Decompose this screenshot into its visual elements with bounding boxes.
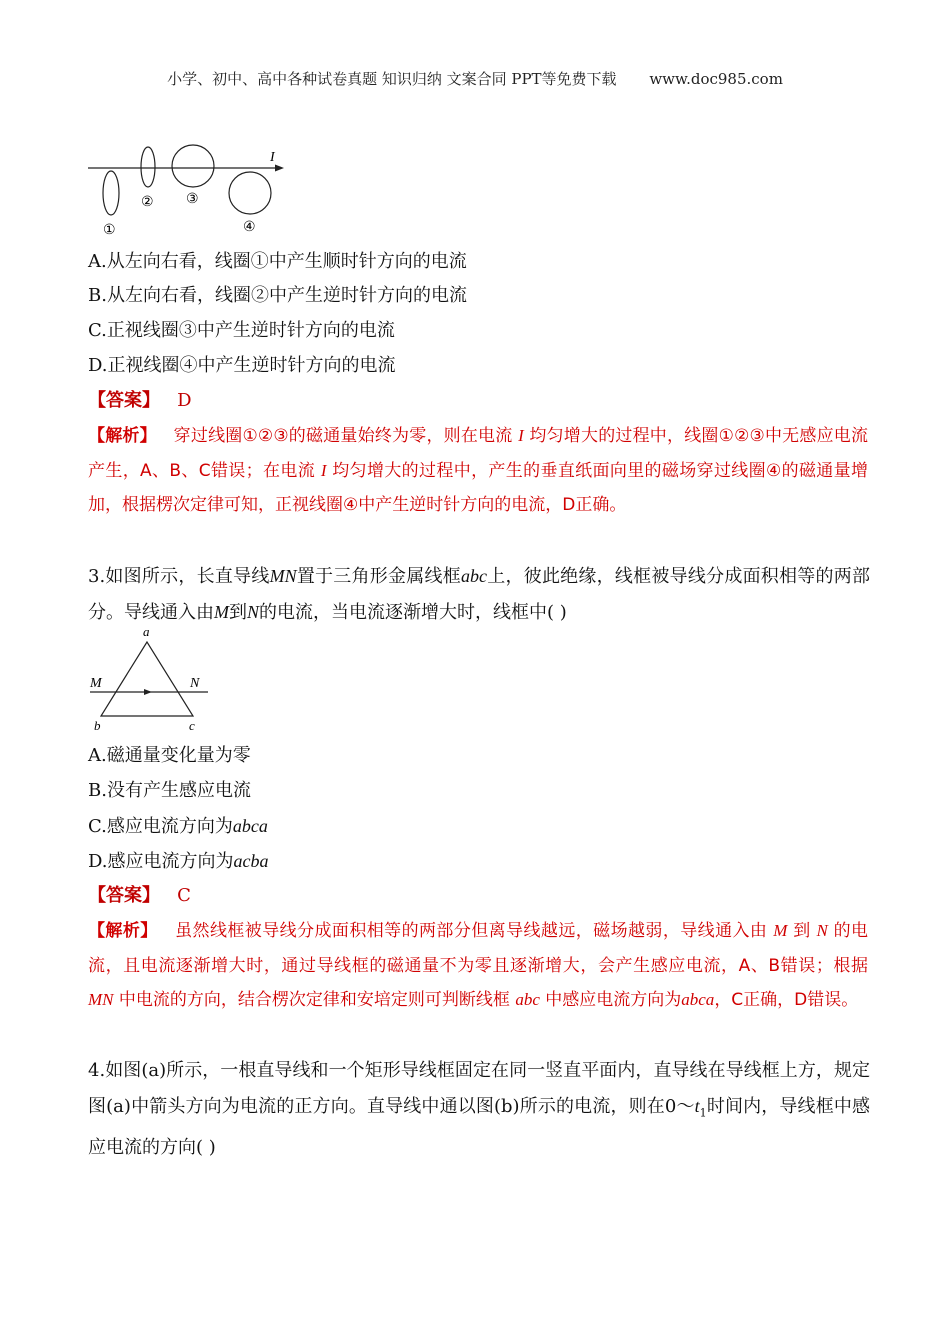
- answer-value: D: [177, 390, 192, 411]
- q4-stem: [88, 1054, 870, 1165]
- vertex-c: c: [189, 718, 195, 733]
- coil-label-3: ③: [186, 191, 199, 207]
- wire-arrow: [275, 165, 284, 172]
- vertex-b: b: [94, 718, 101, 733]
- answer-tag: 【答案】: [88, 390, 160, 411]
- stem-text: 3.如图所示，长直导线: [88, 566, 270, 587]
- stem-text: 到: [229, 601, 247, 623]
- header-text: 小学、初中、高中各种试卷真题 知识归纳 文案合同 PPT等免费下载: [167, 70, 617, 88]
- answer-tag: 【答案】: [88, 885, 160, 906]
- wire-mn-arrow: [144, 689, 152, 695]
- stem-subscript: 1: [699, 1106, 707, 1120]
- triangle-figure: [86, 624, 216, 736]
- q3-option-a: A.磁通量变化量为零: [88, 745, 251, 766]
- analysis-text: 的电流，且电流逐渐增大时，通过导线框的磁通量不为零且逐渐增大，会产生感应电流，A、B错误；根据: [88, 921, 869, 976]
- analysis-text: 虽然线框被导线分成面积相等的两部分但离导线越远，磁场越弱，导线通入由: [175, 921, 768, 941]
- stem-var: abc: [460, 566, 487, 586]
- triangle-frame: [101, 642, 193, 716]
- stem-var: N: [247, 601, 260, 622]
- analysis-text: 到: [793, 921, 811, 941]
- analysis-var: MN: [88, 990, 114, 1009]
- label-n: N: [190, 676, 200, 691]
- coil-label-2: ②: [141, 194, 154, 210]
- analysis-var: N: [816, 921, 828, 940]
- q3-option-c: [88, 814, 268, 839]
- analysis-text: 穿过线圈①②③的磁通量始终为零，则在电流: [173, 426, 513, 446]
- coil-label-1: ①: [103, 222, 116, 238]
- analysis-text: 中电流的方向，结合楞次定律和安培定则可判断线框: [118, 990, 510, 1010]
- q2-option-c: C.正视线圈③中产生逆时针方向的电流: [88, 320, 395, 341]
- analysis-tag: 【解析】: [88, 426, 157, 446]
- q3-option-d: [88, 849, 269, 874]
- option-var: acba: [233, 851, 269, 871]
- analysis-text: 均匀增大的过程中，产生的垂直纸面向里的磁场穿过线圈④的磁通量增加，根据楞次定律可知，正视线圈④中产生逆时针方向的电流，D正确。: [88, 460, 869, 515]
- q2-option-b: B.从左向右看，线圈②中产生逆时针方向的电流: [88, 285, 467, 306]
- q3-stem: [88, 559, 870, 630]
- answer-value: C: [177, 885, 191, 906]
- stem-text: 置于三角形金属线框: [296, 566, 461, 587]
- analysis-tag: 【解析】: [88, 921, 158, 941]
- analysis-var: abc: [515, 990, 540, 1009]
- analysis-var: M: [773, 921, 788, 940]
- q3-analysis: [88, 914, 868, 1018]
- option-var: abca: [232, 816, 268, 836]
- stem-text: 上，彼此绝缘，线框被导线分成面积相等的两部分。导线通入由: [88, 566, 871, 623]
- analysis-text: ，C正确，D错误。: [714, 990, 859, 1010]
- stem-var: t: [694, 1095, 700, 1116]
- current-label: I: [270, 150, 275, 165]
- coil-label-4: ④: [243, 219, 256, 235]
- q2-option-d: D.正视线圈④中产生逆时针方向的电流: [88, 355, 396, 376]
- q3-answer: [88, 884, 191, 908]
- stem-text: 时间内，导线框中感应电流的方向( ): [88, 1095, 870, 1158]
- option-text: C.感应电流方向为: [88, 816, 233, 837]
- label-m: M: [90, 676, 102, 691]
- analysis-var: abca: [681, 990, 715, 1009]
- q2-answer: [88, 389, 192, 413]
- q2-analysis: [88, 419, 868, 523]
- vertex-a: a: [143, 624, 150, 639]
- stem-text: 4.如图(a)所示，一根直导线和一个矩形导线框固定在同一竖直平面内，直导线在导线框上方，规定图(a)中箭头方向为电流的正方向。直导线中通以图(b)所示的电流，则在0～: [88, 1060, 870, 1117]
- coil-3: [172, 145, 214, 187]
- coil-1: [103, 171, 119, 215]
- stem-var: M: [214, 601, 229, 622]
- page-header: [0, 68, 950, 89]
- header-site: www.doc985.com: [649, 70, 783, 88]
- analysis-text: 均匀增大的过程中，线圈①②③中无感应电流产生，A、B、C错误；在电流: [88, 426, 868, 481]
- analysis-var: I: [320, 460, 327, 480]
- q2-option-a: A.从左向右看，线圈①中产生顺时针方向的电流: [88, 251, 467, 272]
- stem-text: 的电流，当电流逐渐增大时，线框中( ): [259, 601, 567, 623]
- q3-option-b: B.没有产生感应电流: [88, 780, 251, 801]
- coils-figure: [86, 140, 296, 238]
- coil-2: [141, 147, 155, 187]
- analysis-var: I: [518, 426, 524, 445]
- stem-var: MN: [269, 566, 297, 586]
- option-text: D.感应电流方向为: [88, 851, 234, 872]
- analysis-text: 中感应电流方向为: [545, 990, 682, 1010]
- coil-4: [229, 172, 271, 214]
